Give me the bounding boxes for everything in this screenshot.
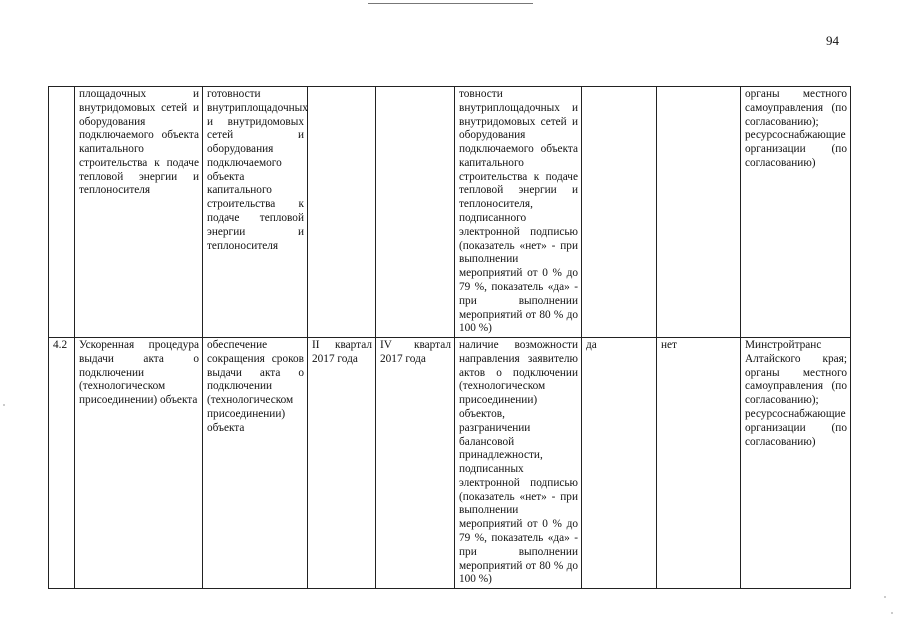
cell-responsible: органы местного самоуправления (по согласованию); ресурсоснабжающие организации (по согласованию) (741, 87, 851, 338)
cell-value-before: да (582, 338, 657, 589)
cell-expected-result: готовности внутриплощадочных и внутридомовых сетей и оборудования подключаемого объекта капитального строительства к подаче тепловой энергии и теплоносителя (203, 87, 308, 338)
cell-number (49, 87, 75, 338)
page-number: 94 (826, 33, 839, 48)
scan-speck (884, 596, 886, 598)
cell-measure: площадочных и внутридомовых сетей и оборудования подключаемого объекта капитального строительства к подаче тепловой энергии и теплоносителя (75, 87, 203, 338)
cell-number: 4.2 (49, 338, 75, 589)
cell-responsible: Минстройтранс Алтайского края; органы местного самоуправления (по согласованию); ресурсоснабжающие организации (по согласованию) (741, 338, 851, 589)
cell-end-date: IV квартал 2017 года (376, 338, 455, 589)
cell-value-after (657, 87, 741, 338)
cell-expected-result: обеспечение сокращения сроков выдачи акта о подключении (технологическом присоединении) объекта (203, 338, 308, 589)
cell-value-before (582, 87, 657, 338)
scan-speck (3, 404, 5, 406)
cell-indicator: наличие возможности направления заявителю актов о подключении (технологическом присоединении) объектов, разграничении балансовой принадлежности, подписанных электронной подписью (показатель «нет» - при выполнении мероприятий от 0 % до 79 %, показатель «да» - при выполнении мероприятий от 80 % до 100 %) (455, 338, 582, 589)
cell-value-after: нет (657, 338, 741, 589)
cell-measure: Ускоренная процедура выдачи акта о подключении (технологическом присоединении) объекта (75, 338, 203, 589)
table-row (49, 87, 851, 338)
scan-speck (891, 612, 893, 614)
table-row (49, 338, 851, 589)
cell-start-date: II квартал 2017 года (308, 338, 376, 589)
top-border-line (368, 3, 533, 4)
cell-end-date (376, 87, 455, 338)
cell-indicator: товности внутриплощадочных и внутридомовых сетей и оборудования подключаемого объекта капитального строительства к подаче тепловой энергии и теплоносителя, подписанного электронной подписью (показатель «нет» - при выполнении мероприятий от 0 % до 79 %, показатель «да» - при выполнении мероприятий от 80 % до 100 %) (455, 87, 582, 338)
measures-table (48, 86, 851, 589)
cell-start-date (308, 87, 376, 338)
